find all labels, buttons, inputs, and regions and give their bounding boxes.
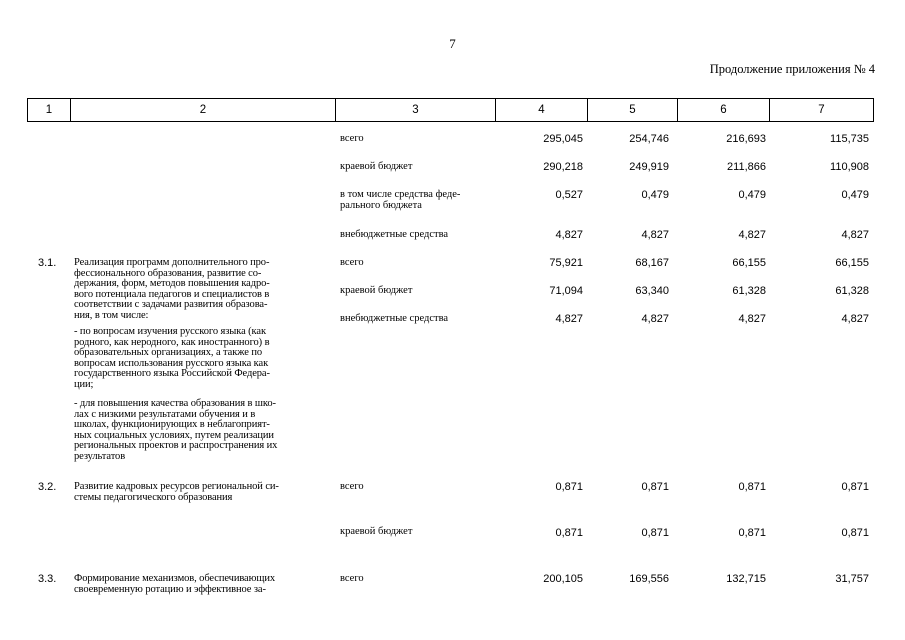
value-col6: 4,827 xyxy=(738,313,766,325)
value-col6: 0,479 xyxy=(738,189,766,201)
value-col5: 0,871 xyxy=(641,527,669,539)
value-col6: 0,871 xyxy=(738,527,766,539)
value-col4: 71,094 xyxy=(549,285,583,297)
section-subitem: - по вопросам изучения русского языка (как родного, как неродного, как иностранного) в образовательных организациях, а также по вопросам использования русского языка как государственного языка Российской Федера- ции; xyxy=(74,326,270,390)
page-number: 7 xyxy=(449,36,456,51)
funding-source: внебюджетные средства xyxy=(340,229,449,240)
value-col7: 0,871 xyxy=(841,481,869,493)
funding-source: в том числе средства феде- рального бюджета xyxy=(340,189,461,211)
value-col7: 0,479 xyxy=(841,189,869,201)
funding-source: всего xyxy=(340,481,364,492)
value-col4: 75,921 xyxy=(549,257,583,269)
value-col4: 0,871 xyxy=(555,481,583,493)
funding-source: всего xyxy=(340,573,364,584)
value-col6: 0,871 xyxy=(738,481,766,493)
value-col6: 4,827 xyxy=(738,229,766,241)
column-header-1: 1 xyxy=(28,99,71,122)
column-header-2: 2 xyxy=(71,99,336,122)
value-col5: 68,167 xyxy=(635,257,669,269)
value-col5: 4,827 xyxy=(641,313,669,325)
value-col7: 31,757 xyxy=(835,573,869,585)
section-subitem: - для повышения качества образования в шко- лах с низкими результатами обучения и в школах, функционирующих в неблагоприят- ных социальных условиях, путем реализации региональных проектов и распространения их результатов xyxy=(74,398,278,462)
value-col7: 0,871 xyxy=(841,527,869,539)
value-col7: 4,827 xyxy=(841,313,869,325)
value-col5: 0,871 xyxy=(641,481,669,493)
section-number: 3.3. xyxy=(38,573,57,585)
value-col5: 249,919 xyxy=(629,161,669,173)
funding-source: краевой бюджет xyxy=(340,161,413,172)
column-header-7: 7 xyxy=(770,99,874,122)
table-column-header xyxy=(27,98,874,122)
value-col5: 254,746 xyxy=(629,133,669,145)
funding-source: всего xyxy=(340,133,364,144)
value-col6: 66,155 xyxy=(732,257,766,269)
value-col4: 0,871 xyxy=(555,527,583,539)
column-header-4: 4 xyxy=(496,99,588,122)
column-header-6: 6 xyxy=(678,99,770,122)
value-col6: 61,328 xyxy=(732,285,766,297)
value-col4: 0,527 xyxy=(555,189,583,201)
value-col6: 216,693 xyxy=(726,133,766,145)
section-number: 3.1. xyxy=(38,257,57,269)
value-col7: 110,908 xyxy=(830,161,869,173)
funding-source: всего xyxy=(340,257,364,268)
value-col6: 211,866 xyxy=(727,161,766,173)
section-description: Развитие кадровых ресурсов региональной си- стемы педагогического образования xyxy=(74,481,279,503)
value-col7: 66,155 xyxy=(835,257,869,269)
value-col5: 169,556 xyxy=(629,573,669,585)
value-col4: 295,045 xyxy=(543,133,583,145)
value-col7: 61,328 xyxy=(835,285,869,297)
section-number: 3.2. xyxy=(38,481,57,493)
column-header-5: 5 xyxy=(588,99,678,122)
funding-source: краевой бюджет xyxy=(340,285,413,296)
appendix-continuation-note: Продолжение приложения № 4 xyxy=(709,62,875,76)
section-description: Формирование механизмов, обеспечивающих своевременную ротацию и эффективное за- xyxy=(74,573,276,595)
value-col5: 0,479 xyxy=(641,189,669,201)
funding-source: внебюджетные средства xyxy=(340,313,449,324)
section-description: Реализация программ дополнительного про- фессионального образования, развитие со- держания, форм, методов повышения кадро- вого потенциала педагогов и специалистов в соответствии с задачами развития образова- ния, в том числе: xyxy=(74,257,270,321)
value-col4: 200,105 xyxy=(543,573,583,585)
value-col4: 290,218 xyxy=(543,161,583,173)
value-col4: 4,827 xyxy=(555,313,583,325)
value-col4: 4,827 xyxy=(555,229,583,241)
value-col5: 63,340 xyxy=(635,285,669,297)
value-col5: 4,827 xyxy=(641,229,669,241)
column-header-3: 3 xyxy=(336,99,496,122)
value-col6: 132,715 xyxy=(726,573,766,585)
funding-source: краевой бюджет xyxy=(340,526,413,537)
value-col7: 4,827 xyxy=(841,229,869,241)
value-col7: 115,735 xyxy=(830,133,869,145)
